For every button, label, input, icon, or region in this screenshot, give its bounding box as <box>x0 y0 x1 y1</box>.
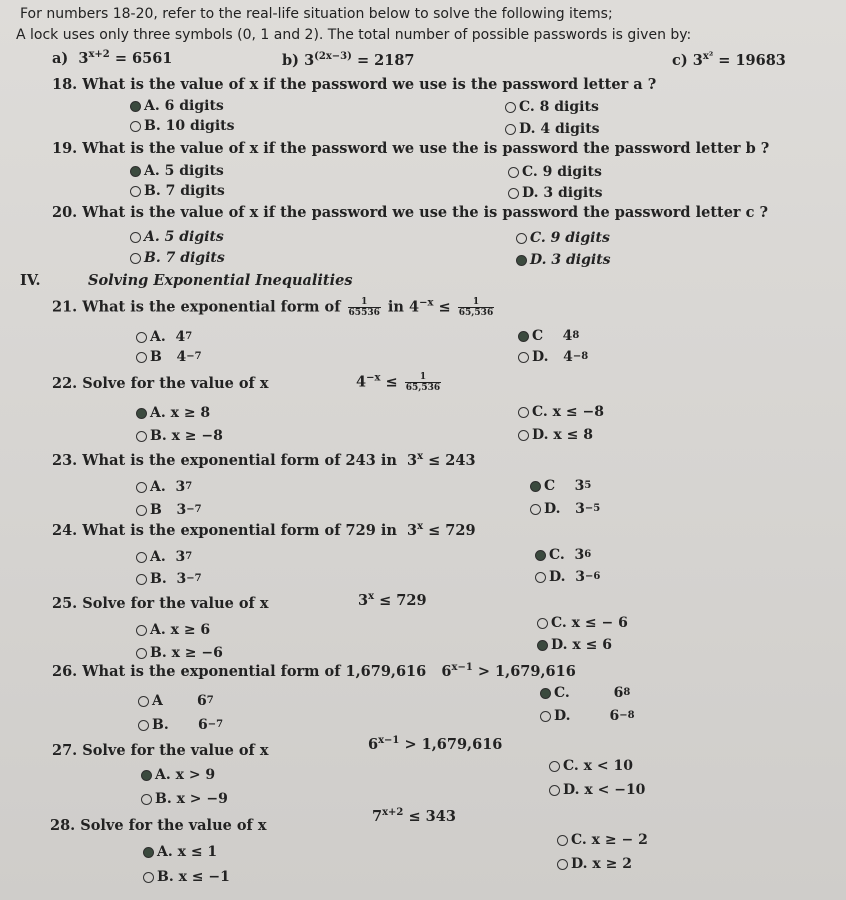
radio-icon <box>505 124 516 135</box>
equation-c: c) $3^{x^2} = 19683$ <box>672 51 786 69</box>
q26-option-d[interactable]: D. 6 −8 <box>540 707 635 725</box>
radio-icon <box>518 352 529 363</box>
radio-icon <box>138 696 149 707</box>
q26-option-c[interactable]: C. 6 8 <box>540 684 630 702</box>
q26-option-a[interactable]: A 6 7 <box>138 692 214 710</box>
q28-option-b[interactable]: B. x ≤ −1 <box>143 868 230 886</box>
radio-icon <box>518 430 529 441</box>
q23-option-c[interactable]: C 3 5 <box>530 477 591 495</box>
section-title: Solving Exponential Inequalities <box>88 272 353 289</box>
radio-icon <box>130 186 141 197</box>
radio-icon <box>557 859 568 870</box>
question-22: 22. Solve for the value of x <box>52 375 269 392</box>
q25-option-c[interactable]: C. x ≤ − 6 <box>537 614 628 632</box>
q18-option-c[interactable]: C. 8 digits <box>505 98 599 116</box>
question-25: 25. Solve for the value of x <box>52 595 269 612</box>
q21-option-b[interactable]: B 4 −7 <box>136 348 202 366</box>
q19-option-c[interactable]: C. 9 digits <box>508 163 602 181</box>
radio-icon <box>516 233 527 244</box>
q28-option-a[interactable]: A. x ≤ 1 <box>143 843 217 861</box>
q25-option-b[interactable]: B. x ≥ −6 <box>136 644 223 662</box>
q19-option-a[interactable]: A. 5 digits <box>130 162 224 180</box>
intro-line-1: For numbers 18-20, refer to the real-life situation below to solve the following items; <box>20 6 613 22</box>
question-23: 23. What is the exponential form of 243 in $3^x \le 243$ <box>52 451 476 469</box>
radio-selected-icon <box>130 101 141 112</box>
question-20: 20. What is the value of x if the password we use the is password the password letter c ? <box>52 204 768 221</box>
radio-icon <box>508 188 519 199</box>
q25-option-d[interactable]: D. x ≤ 6 <box>537 636 612 654</box>
q28-inequality: $7^{x+2} \le 343$ <box>372 807 456 825</box>
q27-option-b[interactable]: B. x > −9 <box>141 790 228 808</box>
q18-option-b[interactable]: B. 10 digits <box>130 117 235 135</box>
radio-icon <box>136 332 147 343</box>
section-number: IV. <box>20 272 41 289</box>
radio-icon <box>136 352 147 363</box>
radio-selected-icon <box>537 640 548 651</box>
question-18: 18. What is the value of x if the password we use is the password letter a ? <box>52 76 657 93</box>
q27-option-d[interactable]: D. x < −10 <box>549 781 645 799</box>
q21-option-c[interactable]: C 4 8 <box>518 327 579 345</box>
radio-icon <box>136 648 147 659</box>
radio-icon <box>136 574 147 585</box>
q22-option-a[interactable]: A. x ≥ 8 <box>136 404 210 422</box>
radio-selected-icon <box>141 770 152 781</box>
equation-a: a) $3^{x+2} = 6561$ <box>52 49 173 67</box>
radio-icon <box>549 785 560 796</box>
q28-option-d[interactable]: D. x ≥ 2 <box>557 855 632 873</box>
radio-icon <box>136 431 147 442</box>
question-21: 21. What is the exponential form of $\frac{1}{65536}$ in $4^{-x}$ ≤ $\frac{1}{65,536}$ <box>52 297 494 318</box>
radio-selected-icon <box>136 408 147 419</box>
radio-icon <box>549 761 560 772</box>
q22-inequality: $4^{-x}$ ≤ $\frac{1}{65,536}$ <box>356 372 441 393</box>
question-26: 26. What is the exponential form of 1,679,616 $6^{x-1} > 1,679,616$ <box>52 662 576 680</box>
radio-selected-icon <box>518 331 529 342</box>
q22-option-d[interactable]: D. x ≤ 8 <box>518 426 593 444</box>
radio-icon <box>136 482 147 493</box>
radio-selected-icon <box>530 481 541 492</box>
question-19: 19. What is the value of x if the password we use the is password the password letter b ? <box>52 140 770 157</box>
q21-option-a[interactable]: A. 4 7 <box>136 328 192 346</box>
radio-icon <box>505 102 516 113</box>
q24-option-a[interactable]: A. 3 7 <box>136 548 192 566</box>
q27-inequality: $6^{x-1} > 1,679,616$ <box>368 735 503 753</box>
radio-icon <box>130 232 141 243</box>
radio-icon <box>535 572 546 583</box>
radio-icon <box>130 253 141 264</box>
q20-option-c[interactable]: C. 9 digits <box>516 229 610 247</box>
q25-option-a[interactable]: A. x ≥ 6 <box>136 621 210 639</box>
q18-option-a[interactable]: A. 6 digits <box>130 97 224 115</box>
radio-icon <box>537 618 548 629</box>
radio-icon <box>141 794 152 805</box>
question-24: 24. What is the exponential form of 729 in $3^x \le 729$ <box>52 521 476 539</box>
radio-icon <box>136 505 147 516</box>
q27-option-c[interactable]: C. x < 10 <box>549 757 633 775</box>
radio-icon <box>136 625 147 636</box>
q21-option-d[interactable]: D. 4 −8 <box>518 348 588 366</box>
radio-icon <box>557 835 568 846</box>
radio-icon <box>518 407 529 418</box>
q19-option-d[interactable]: D. 3 digits <box>508 184 603 202</box>
q28-option-c[interactable]: C. x ≥ − 2 <box>557 831 648 849</box>
q20-option-a[interactable]: A. 5 digits <box>130 228 224 246</box>
q24-option-c[interactable]: C. 3 6 <box>535 546 591 564</box>
q26-option-b[interactable]: B. 6 −7 <box>138 716 223 734</box>
q19-option-b[interactable]: B. 7 digits <box>130 182 225 200</box>
q25-inequality: $3^x \le 729$ <box>358 591 427 609</box>
q18-option-d[interactable]: D. 4 digits <box>505 120 600 138</box>
radio-selected-icon <box>540 688 551 699</box>
q24-option-d[interactable]: D. 3 −6 <box>535 568 600 586</box>
radio-selected-icon <box>535 550 546 561</box>
q22-option-b[interactable]: B. x ≥ −8 <box>136 427 223 445</box>
q27-option-a[interactable]: A. x > 9 <box>141 766 215 784</box>
radio-icon <box>143 872 154 883</box>
question-28: 28. Solve for the value of x <box>50 817 267 834</box>
radio-icon <box>508 167 519 178</box>
radio-icon <box>130 121 141 132</box>
intro-line-2: A lock uses only three symbols (0, 1 and 2). The total number of possible passwords is given by: <box>16 27 692 43</box>
q23-option-d[interactable]: D. 3 −5 <box>530 500 600 518</box>
q23-option-b[interactable]: B 3 −7 <box>136 501 202 519</box>
radio-icon <box>530 504 541 515</box>
question-27: 27. Solve for the value of x <box>52 742 269 759</box>
q20-option-d[interactable]: D. 3 digits <box>516 251 611 269</box>
q24-option-b[interactable]: B. 3 −7 <box>136 570 202 588</box>
radio-selected-icon <box>516 255 527 266</box>
radio-selected-icon <box>143 847 154 858</box>
radio-icon <box>540 711 551 722</box>
radio-icon <box>138 720 149 731</box>
q20-option-b[interactable]: B. 7 digits <box>130 249 225 267</box>
equation-b: b) $3^{(2x-3)} = 2187$ <box>282 51 415 69</box>
fraction-1-over-65536: $\frac{1}{65536}$ <box>348 297 380 318</box>
radio-selected-icon <box>130 166 141 177</box>
radio-icon <box>136 552 147 563</box>
q22-option-c[interactable]: C. x ≤ −8 <box>518 403 604 421</box>
q23-option-a[interactable]: A. 3 7 <box>136 478 192 496</box>
